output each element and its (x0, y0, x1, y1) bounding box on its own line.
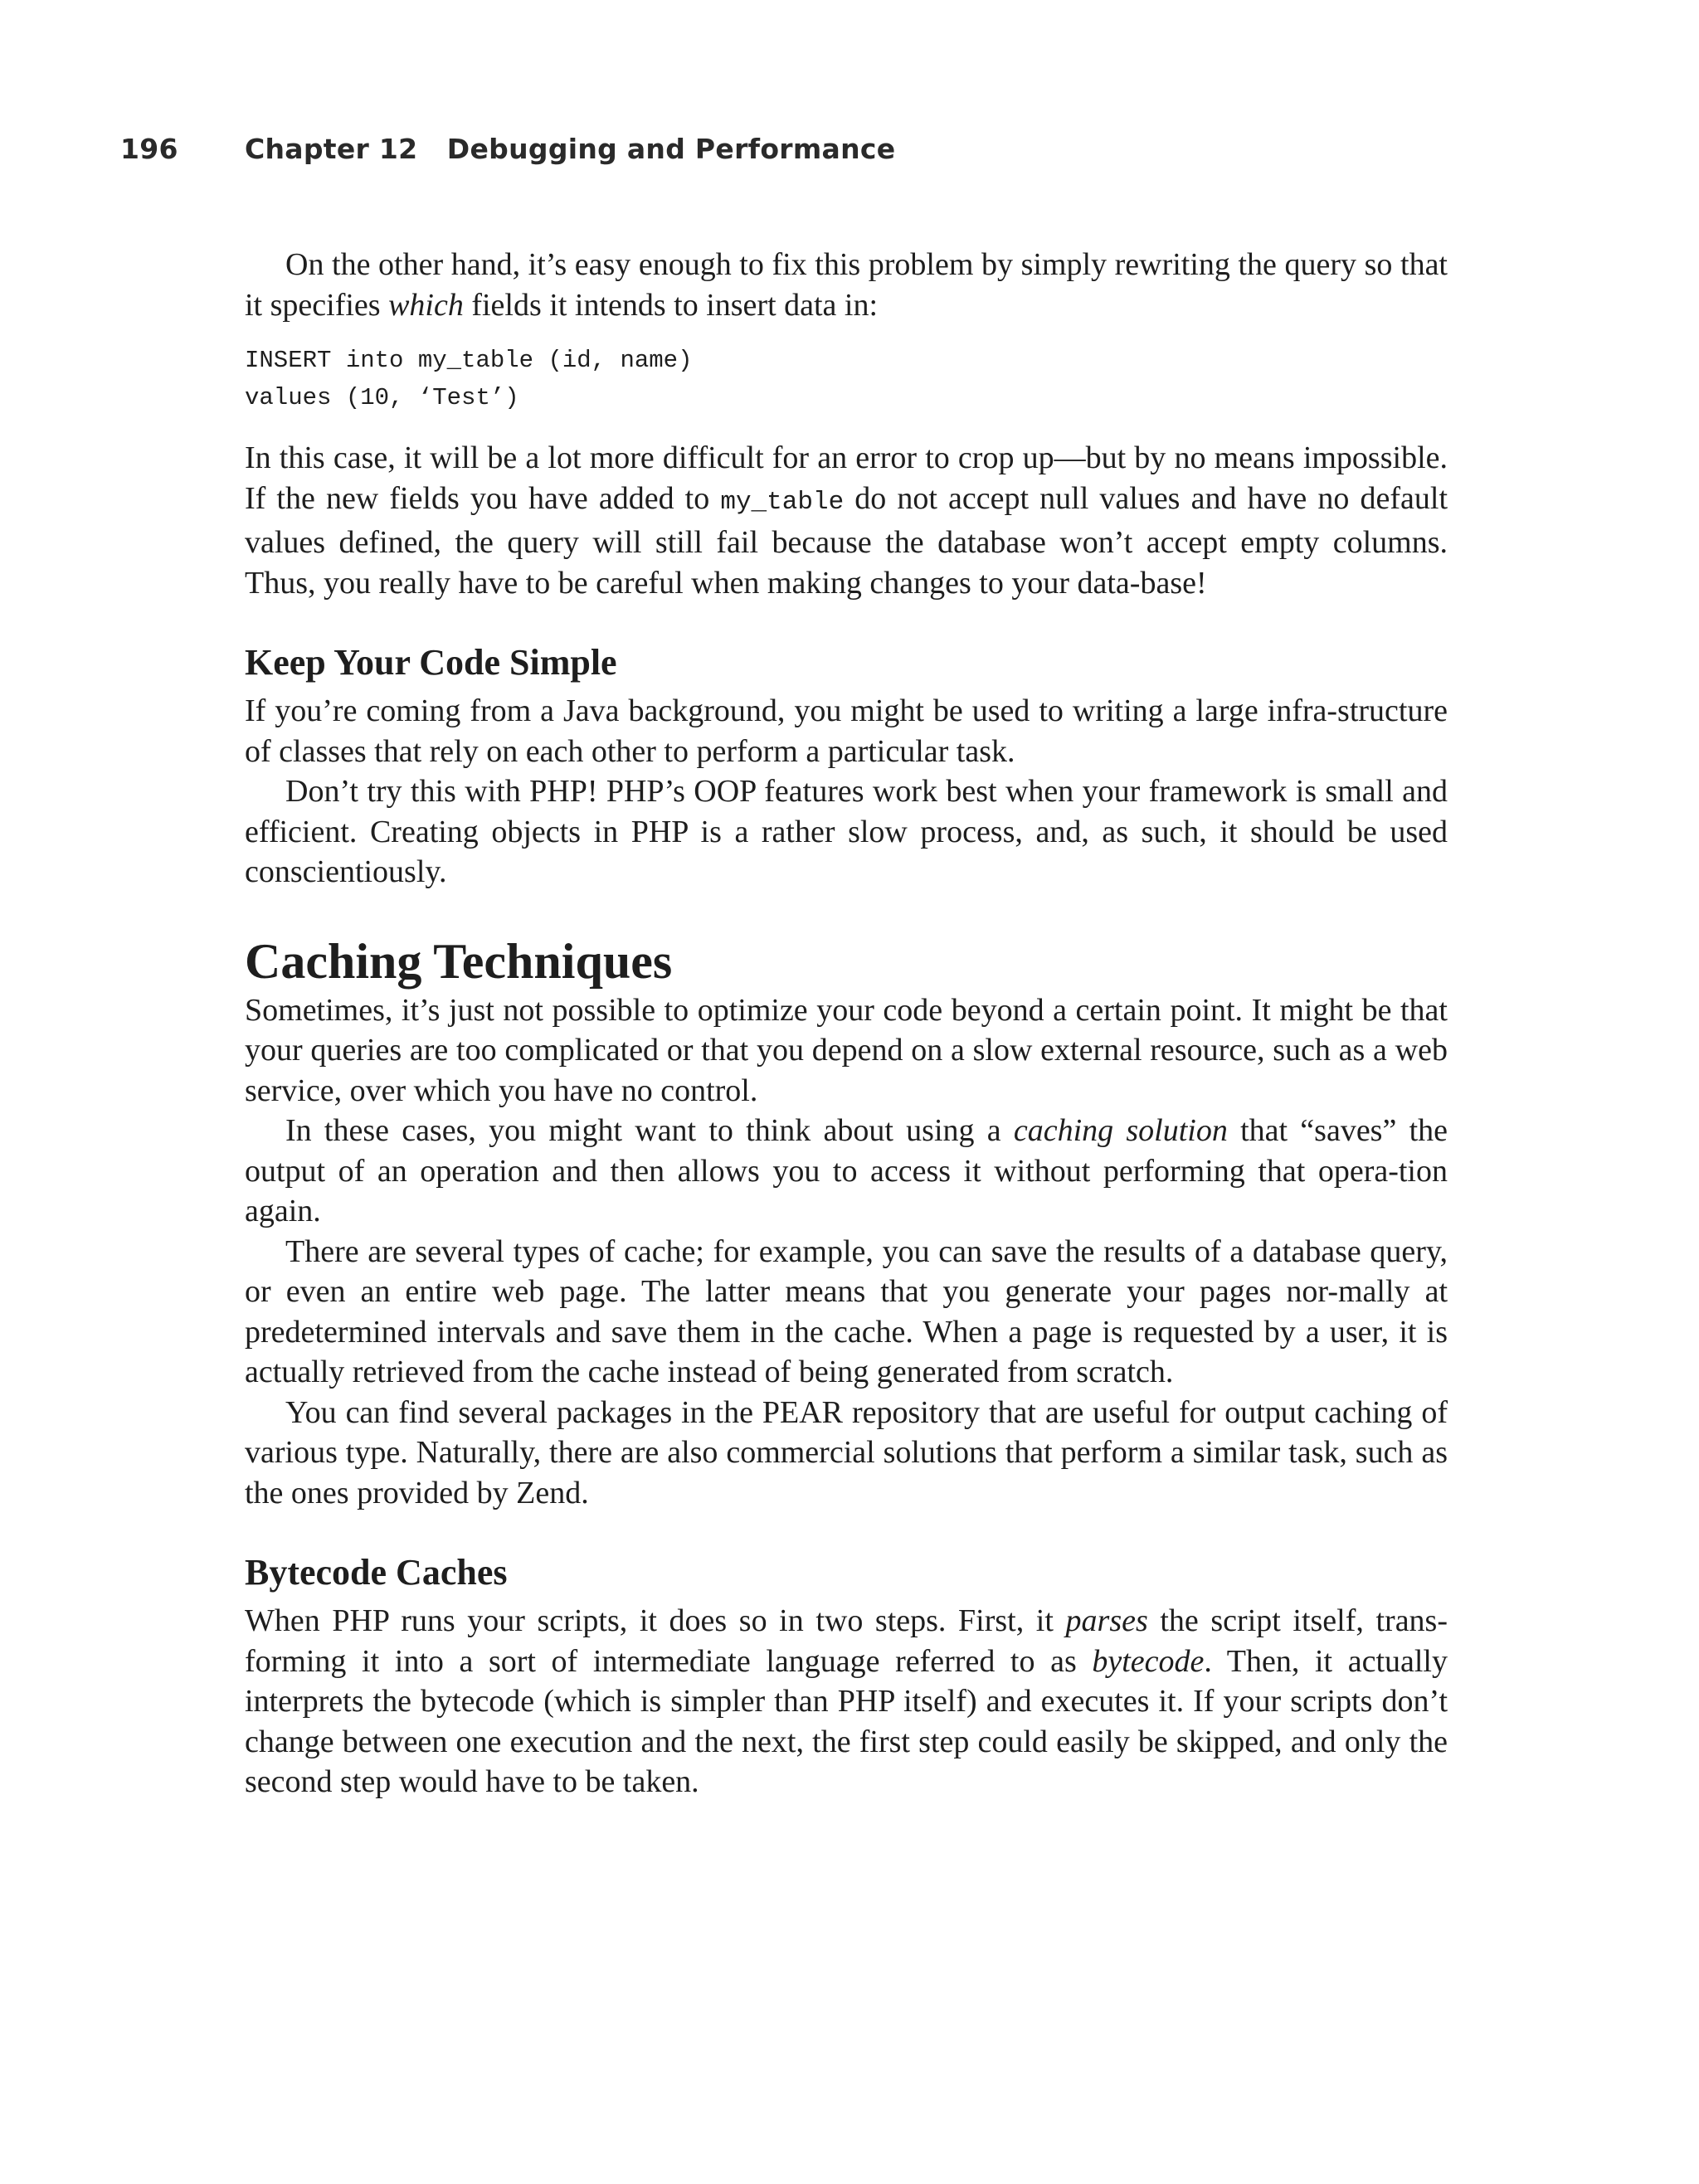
emphasis-which: which (388, 287, 464, 323)
code-block-insert (245, 342, 1448, 416)
paragraph-cache-types: There are several types of cache; for example, you can save the results of a database query, or even an entire web page. The latter means that you generate your pages nor-mally at predetermined intervals and save them in the cache. When a page is requested by a user, it is actually retrieved from the cache instead of being generated from scratch. (245, 1233, 1448, 1389)
running-head (120, 133, 895, 165)
heading-keep-code-simple: Keep Your Code Simple (245, 642, 617, 683)
paragraph-pear-packages: You can find several packages in the PEAR repository that are useful for output caching of various type. Naturally, there are also commercial solutions that perform a similar task, such as the ones provided by Zend. (245, 1394, 1448, 1510)
emphasis-bytecode: bytecode (1092, 1643, 1205, 1679)
paragraph-optimize-limit: Sometimes, it’s just not possible to optimize your code beyond a certain point. It might be that your queries are too complicated or that you depend on a slow external resource, such as a web service, over which you have no control. (245, 992, 1448, 1108)
chapter-title: Chapter 12 Debugging and Performance (245, 133, 896, 165)
heading-bytecode-caches: Bytecode Caches (245, 1552, 508, 1593)
heading-caching-techniques: Caching Techniques (245, 933, 673, 989)
page-body (245, 245, 1448, 1802)
paragraph-caching-solution: In these cases, you might want to think about using a caching solution that “saves” the output of an operation and then allows you to access it without performing that opera-tion again. (245, 1113, 1448, 1228)
paragraph-java-background: If you’re coming from a Java background, you might be used to writing a large infra-structure of classes that rely on each other to perform a particular task. (245, 693, 1448, 769)
paragraph-php-two-steps: When PHP runs your scripts, it does so in two steps. First, it parses the script itself, trans-forming it into a sort of intermediate language referred to as bytecode. Then, it actually interprets the bytecode (which is simpler than PHP itself) and executes it. If your scripts don’t change between one execution and the next, the first step could easily be skipped, and only the second step would have to be taken. (245, 1603, 1448, 1799)
inline-code-my-table: my_table (720, 487, 845, 517)
code-line: INSERT into my_table (id, name) (245, 347, 693, 374)
emphasis-caching-solution: caching solution (1013, 1113, 1228, 1148)
paragraph-error-crop-up: In this case, it will be a lot more difficult for an error to crop up—but by no means impossible. If the new fields you have added to my_table do not accept null values and have no default values defined, the query will still fail because the database won’t accept empty columns. Thus, you really have to be careful when making changes to your data-base! (245, 440, 1448, 601)
paragraph-oop-features: Don’t try this with PHP! PHP’s OOP features work best when your framework is small and efficient. Creating objects in PHP is a rather slow process, and, as such, it should be used conscientiously. (245, 774, 1448, 889)
paragraph-fix-query: On the other hand, it’s easy enough to fix this problem by simply rewriting the query so that it specifies which fields it intends to insert data in: (245, 247, 1448, 323)
code-line: values (10, ‘Test’) (245, 384, 519, 411)
page-number: 196 (120, 133, 178, 165)
emphasis-parses: parses (1065, 1603, 1148, 1638)
